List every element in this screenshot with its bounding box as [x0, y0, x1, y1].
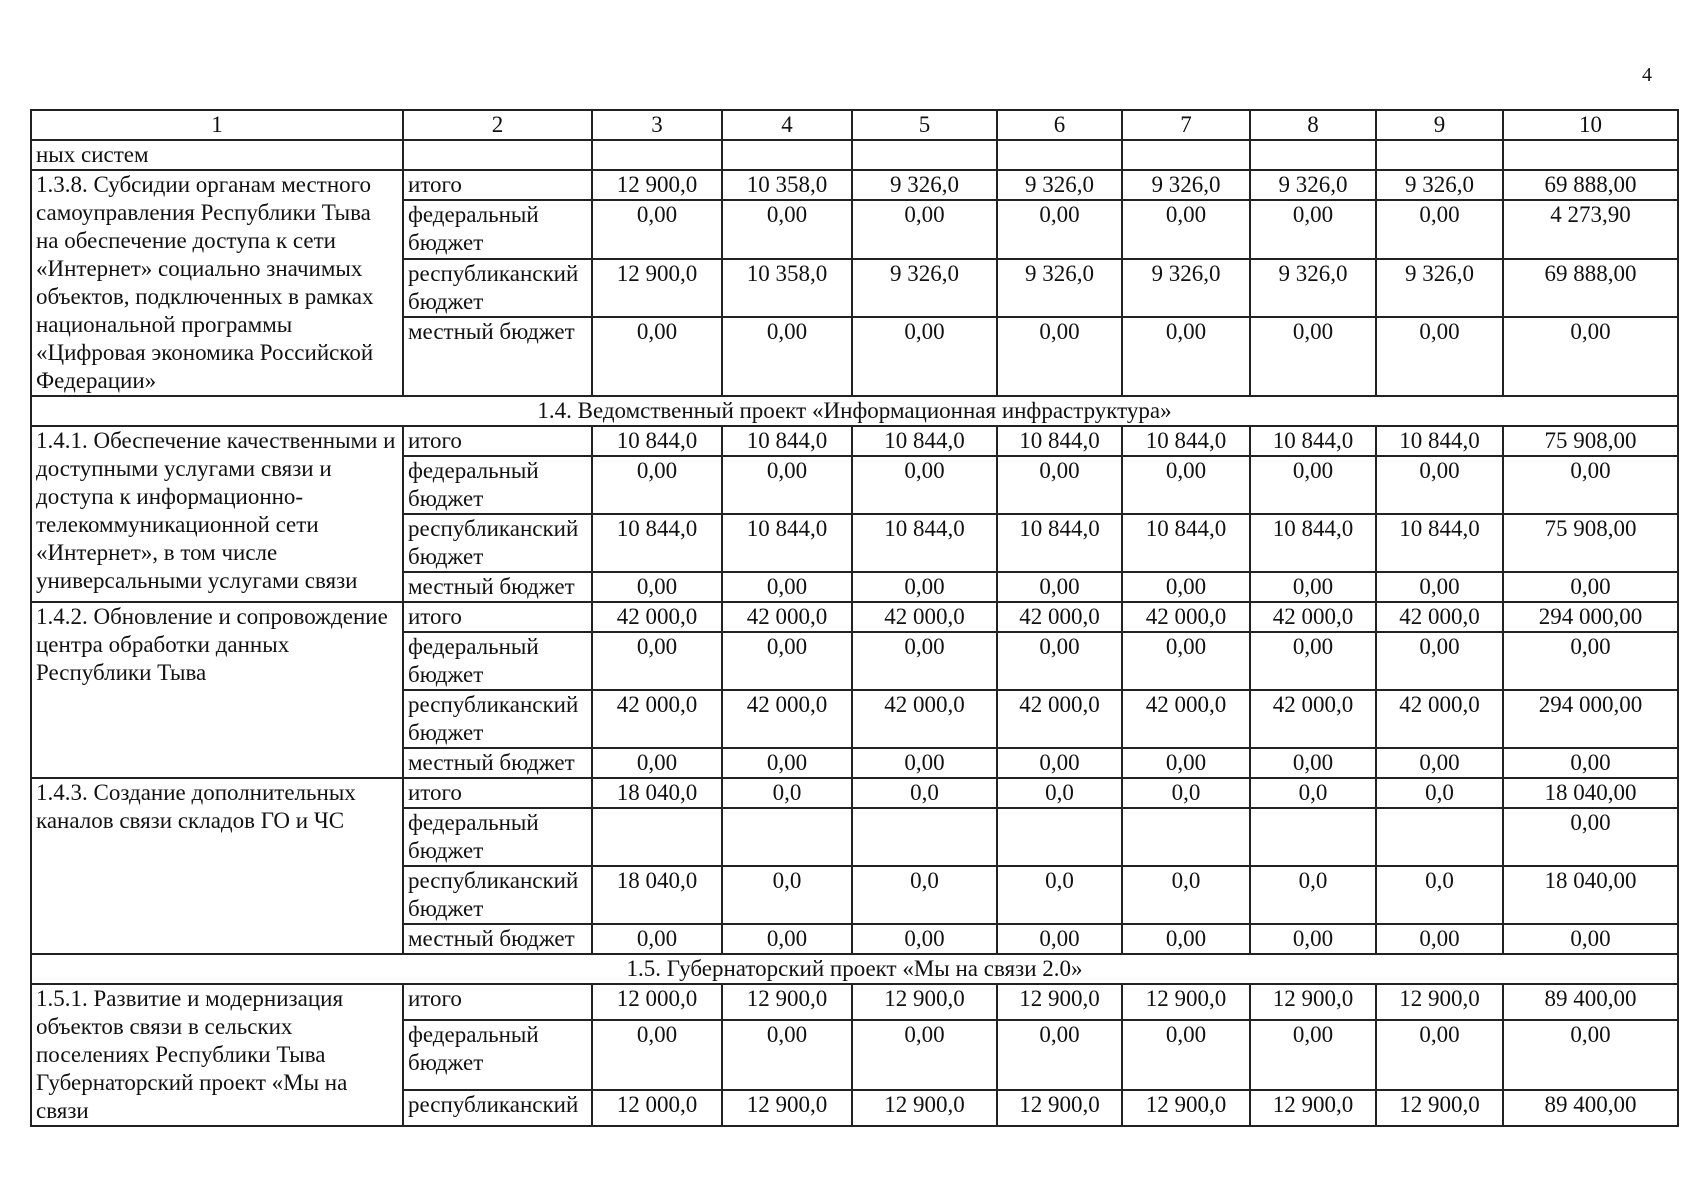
value-cell: 0,00 — [1250, 200, 1376, 259]
value-cell: 0,00 — [852, 924, 997, 954]
value-cell: 0,00 — [592, 748, 722, 778]
funding-source: местный бюджет — [403, 572, 592, 602]
value-cell: 12 900,0 — [1376, 1090, 1503, 1126]
value-cell: 0,00 — [852, 748, 997, 778]
value-cell: 75 908,00 — [1503, 426, 1678, 456]
value-cell — [997, 808, 1122, 866]
value-cell: 12 000,0 — [592, 1090, 722, 1126]
value-cell: 18 040,00 — [1503, 866, 1678, 924]
value-cell: 0,00 — [1503, 456, 1678, 514]
activity-name: 1.4.2. Обновление и сопровождение центра обработки данных Республики Тыва — [31, 602, 403, 778]
value-cell: 12 900,0 — [997, 1090, 1122, 1126]
value-cell: 10 844,0 — [592, 514, 722, 572]
value-cell: 12 900,0 — [852, 1090, 997, 1126]
value-cell: 9 326,0 — [1122, 170, 1250, 200]
value-cell: 10 844,0 — [1376, 514, 1503, 572]
value-cell: 0,00 — [1376, 1020, 1503, 1090]
value-cell — [852, 808, 997, 866]
header-cell: 7 — [1122, 110, 1250, 140]
header-cell: 1 — [31, 110, 403, 140]
value-cell: 0,00 — [997, 1020, 1122, 1090]
value-cell: 0,00 — [997, 572, 1122, 602]
value-cell: 9 326,0 — [1122, 259, 1250, 318]
empty-cell — [997, 140, 1122, 170]
value-cell: 9 326,0 — [1250, 170, 1376, 200]
value-cell: 18 040,0 — [592, 866, 722, 924]
value-cell: 0,00 — [1376, 456, 1503, 514]
activity-name: 1.4.3. Создание дополнительных каналов связи складов ГО и ЧС — [31, 778, 403, 954]
value-cell: 10 844,0 — [1122, 514, 1250, 572]
funding-source: местный бюджет — [403, 748, 592, 778]
value-cell: 12 900,0 — [722, 1090, 852, 1126]
value-cell — [1376, 808, 1503, 866]
value-cell: 0,00 — [1250, 1020, 1376, 1090]
header-cell: 6 — [997, 110, 1122, 140]
value-cell: 0,00 — [852, 572, 997, 602]
value-cell: 0,00 — [1503, 572, 1678, 602]
value-cell: 12 900,0 — [592, 259, 722, 318]
value-cell: 10 844,0 — [722, 514, 852, 572]
funding-source: федеральный бюджет — [403, 632, 592, 690]
value-cell: 42 000,0 — [1250, 602, 1376, 632]
funding-source: итого — [403, 778, 592, 808]
value-cell: 0,0 — [1376, 778, 1503, 808]
funding-source: республиканский бюджет — [403, 514, 592, 572]
activity-name: 1.5.1. Развитие и модернизация объектов связи в сельских поселениях Республики Тыва Губернаторский проект «Мы на связи — [31, 984, 403, 1126]
funding-source: республиканский — [403, 1090, 592, 1126]
value-cell: 0,0 — [852, 778, 997, 808]
empty-cell — [1376, 140, 1503, 170]
value-cell: 0,00 — [592, 317, 722, 396]
value-cell: 294 000,00 — [1503, 690, 1678, 748]
value-cell: 12 000,0 — [592, 984, 722, 1020]
value-cell: 42 000,0 — [997, 602, 1122, 632]
value-cell: 0,00 — [1122, 200, 1250, 259]
value-cell: 12 900,0 — [1376, 984, 1503, 1020]
value-cell: 0,00 — [1122, 748, 1250, 778]
value-cell: 10 844,0 — [592, 426, 722, 456]
budget-table — [30, 109, 1679, 1127]
value-cell: 42 000,0 — [1122, 602, 1250, 632]
value-cell: 10 844,0 — [997, 514, 1122, 572]
value-cell: 0,00 — [1122, 632, 1250, 690]
value-cell: 9 326,0 — [852, 170, 997, 200]
value-cell: 0,00 — [997, 748, 1122, 778]
funding-source: местный бюджет — [403, 924, 592, 954]
value-cell: 89 400,00 — [1503, 1090, 1678, 1126]
funding-source: итого — [403, 426, 592, 456]
table-row — [31, 170, 1678, 200]
header-cell: 4 — [722, 110, 852, 140]
funding-source: федеральный бюджет — [403, 1020, 592, 1090]
value-cell: 42 000,0 — [722, 690, 852, 748]
empty-cell — [722, 140, 852, 170]
value-cell: 0,00 — [722, 200, 852, 259]
value-cell: 0,00 — [722, 632, 852, 690]
value-cell: 0,00 — [1503, 632, 1678, 690]
value-cell: 18 040,00 — [1503, 778, 1678, 808]
funding-source: федеральный бюджет — [403, 456, 592, 514]
value-cell: 10 844,0 — [722, 426, 852, 456]
value-cell: 12 900,0 — [1250, 984, 1376, 1020]
table-row — [31, 778, 1678, 808]
value-cell: 0,00 — [997, 200, 1122, 259]
empty-cell — [852, 140, 997, 170]
value-cell: 0,00 — [592, 1020, 722, 1090]
value-cell: 0,00 — [1250, 924, 1376, 954]
value-cell: 42 000,0 — [1122, 690, 1250, 748]
value-cell: 0,00 — [1250, 456, 1376, 514]
funding-source: итого — [403, 170, 592, 200]
funding-source: итого — [403, 984, 592, 1020]
value-cell: 0,00 — [852, 317, 997, 396]
value-cell: 18 040,0 — [592, 778, 722, 808]
value-cell: 0,00 — [852, 200, 997, 259]
value-cell: 0,00 — [852, 1020, 997, 1090]
value-cell: 0,00 — [1250, 632, 1376, 690]
value-cell: 0,00 — [997, 317, 1122, 396]
value-cell: 0,00 — [592, 200, 722, 259]
value-cell: 9 326,0 — [997, 259, 1122, 318]
value-cell: 42 000,0 — [1376, 602, 1503, 632]
value-cell — [592, 808, 722, 866]
value-cell: 12 900,0 — [852, 984, 997, 1020]
value-cell: 0,00 — [1250, 748, 1376, 778]
value-cell: 0,00 — [722, 924, 852, 954]
value-cell: 10 844,0 — [852, 426, 997, 456]
funding-source: итого — [403, 602, 592, 632]
value-cell: 0,00 — [592, 456, 722, 514]
value-cell: 9 326,0 — [1376, 170, 1503, 200]
value-cell: 69 888,00 — [1503, 170, 1678, 200]
value-cell: 0,00 — [592, 572, 722, 602]
value-cell: 0,00 — [1376, 317, 1503, 396]
empty-cell — [403, 140, 592, 170]
value-cell: 0,00 — [997, 456, 1122, 514]
value-cell: 12 900,0 — [1122, 1090, 1250, 1126]
header-cell: 10 — [1503, 110, 1678, 140]
value-cell: 0,00 — [1376, 924, 1503, 954]
empty-cell — [592, 140, 722, 170]
table-row — [31, 984, 1678, 1020]
empty-cell — [1503, 140, 1678, 170]
value-cell: 0,00 — [1503, 924, 1678, 954]
value-cell: 12 900,0 — [722, 984, 852, 1020]
value-cell: 0,0 — [852, 866, 997, 924]
value-cell: 0,00 — [1376, 200, 1503, 259]
value-cell: 9 326,0 — [997, 170, 1122, 200]
value-cell: 42 000,0 — [852, 602, 997, 632]
activity-name: 1.4.1. Обеспечение качественными и доступными услугами связи и доступа к информационно-телекоммуникационной сети «Интернет», в том числе универсальными услугами связи — [31, 426, 403, 602]
value-cell: 0,0 — [997, 778, 1122, 808]
value-cell: 10 844,0 — [1376, 426, 1503, 456]
section-title: 1.5. Губернаторский проект «Мы на связи 2.0» — [31, 954, 1678, 984]
value-cell: 0,00 — [1250, 317, 1376, 396]
empty-cell — [1250, 140, 1376, 170]
header-cell: 5 — [852, 110, 997, 140]
funding-source: местный бюджет — [403, 317, 592, 396]
value-cell: 0,00 — [997, 924, 1122, 954]
value-cell: 10 844,0 — [1122, 426, 1250, 456]
value-cell: 10 844,0 — [1250, 514, 1376, 572]
value-cell: 294 000,00 — [1503, 602, 1678, 632]
value-cell: 42 000,0 — [1376, 690, 1503, 748]
header-cell: 9 — [1376, 110, 1503, 140]
value-cell: 0,0 — [1122, 866, 1250, 924]
value-cell: 0,0 — [722, 778, 852, 808]
value-cell: 42 000,0 — [852, 690, 997, 748]
value-cell: 9 326,0 — [852, 259, 997, 318]
value-cell: 12 900,0 — [997, 984, 1122, 1020]
table-body — [31, 110, 1678, 1126]
value-cell: 0,00 — [997, 632, 1122, 690]
section-row — [31, 954, 1678, 984]
value-cell: 0,0 — [722, 866, 852, 924]
value-cell: 4 273,90 — [1503, 200, 1678, 259]
value-cell: 0,00 — [722, 456, 852, 514]
header-row — [31, 110, 1678, 140]
value-cell: 42 000,0 — [722, 602, 852, 632]
value-cell: 0,00 — [1250, 572, 1376, 602]
value-cell: 10 844,0 — [1250, 426, 1376, 456]
empty-cell — [1122, 140, 1250, 170]
value-cell: 10 358,0 — [722, 259, 852, 318]
value-cell: 0,00 — [1376, 572, 1503, 602]
activity-name: 1.3.8. Субсидии органам местного самоуправления Республики Тыва на обеспечение доступа к сети «Интернет» социально значимых объектов, подключенных в рамках национальной программы «Цифровая экономика Российской Федерации» — [31, 170, 403, 396]
value-cell: 75 908,00 — [1503, 514, 1678, 572]
value-cell: 0,00 — [592, 924, 722, 954]
value-cell: 0,0 — [1250, 778, 1376, 808]
table-row — [31, 426, 1678, 456]
value-cell: 12 900,0 — [1250, 1090, 1376, 1126]
funding-source: республиканский бюджет — [403, 690, 592, 748]
value-cell: 0,00 — [1503, 317, 1678, 396]
value-cell: 0,00 — [1122, 572, 1250, 602]
section-row — [31, 396, 1678, 426]
value-cell: 0,0 — [997, 866, 1122, 924]
value-cell: 42 000,0 — [592, 690, 722, 748]
value-cell — [1250, 808, 1376, 866]
value-cell: 0,00 — [1503, 1020, 1678, 1090]
value-cell: 42 000,0 — [1250, 690, 1376, 748]
table-row — [31, 602, 1678, 632]
value-cell: 0,00 — [1122, 456, 1250, 514]
funding-source: федеральный бюджет — [403, 200, 592, 259]
value-cell: 0,00 — [1376, 748, 1503, 778]
value-cell: 10 844,0 — [997, 426, 1122, 456]
value-cell: 0,00 — [722, 317, 852, 396]
funding-source: республиканский бюджет — [403, 259, 592, 318]
value-cell: 0,00 — [852, 456, 997, 514]
value-cell — [1122, 808, 1250, 866]
value-cell: 0,0 — [1376, 866, 1503, 924]
value-cell: 10 358,0 — [722, 170, 852, 200]
value-cell: 0,00 — [722, 1020, 852, 1090]
funding-source: федеральный бюджет — [403, 808, 592, 866]
value-cell: 0,0 — [1250, 866, 1376, 924]
continuation-row — [31, 140, 1678, 170]
section-title: 1.4. Ведомственный проект «Информационная инфраструктура» — [31, 396, 1678, 426]
value-cell: 0,00 — [1122, 317, 1250, 396]
value-cell: 9 326,0 — [1376, 259, 1503, 318]
value-cell: 0,00 — [592, 632, 722, 690]
value-cell: 0,00 — [852, 632, 997, 690]
continuation-text: ных систем — [31, 140, 403, 170]
value-cell: 0,00 — [1376, 632, 1503, 690]
value-cell: 89 400,00 — [1503, 984, 1678, 1020]
value-cell: 42 000,0 — [997, 690, 1122, 748]
value-cell — [722, 808, 852, 866]
value-cell: 42 000,0 — [592, 602, 722, 632]
value-cell: 12 900,0 — [592, 170, 722, 200]
value-cell: 9 326,0 — [1250, 259, 1376, 318]
value-cell: 0,0 — [1122, 778, 1250, 808]
value-cell: 12 900,0 — [1122, 984, 1250, 1020]
value-cell: 0,00 — [1122, 1020, 1250, 1090]
value-cell: 10 844,0 — [852, 514, 997, 572]
funding-source: республиканский бюджет — [403, 866, 592, 924]
page-number: 4 — [1642, 64, 1652, 86]
value-cell: 0,00 — [1122, 924, 1250, 954]
value-cell: 0,00 — [1503, 808, 1678, 866]
header-cell: 3 — [592, 110, 722, 140]
header-cell: 2 — [403, 110, 592, 140]
value-cell: 0,00 — [1503, 748, 1678, 778]
value-cell: 0,00 — [722, 572, 852, 602]
header-cell: 8 — [1250, 110, 1376, 140]
value-cell: 69 888,00 — [1503, 259, 1678, 318]
value-cell: 0,00 — [722, 748, 852, 778]
